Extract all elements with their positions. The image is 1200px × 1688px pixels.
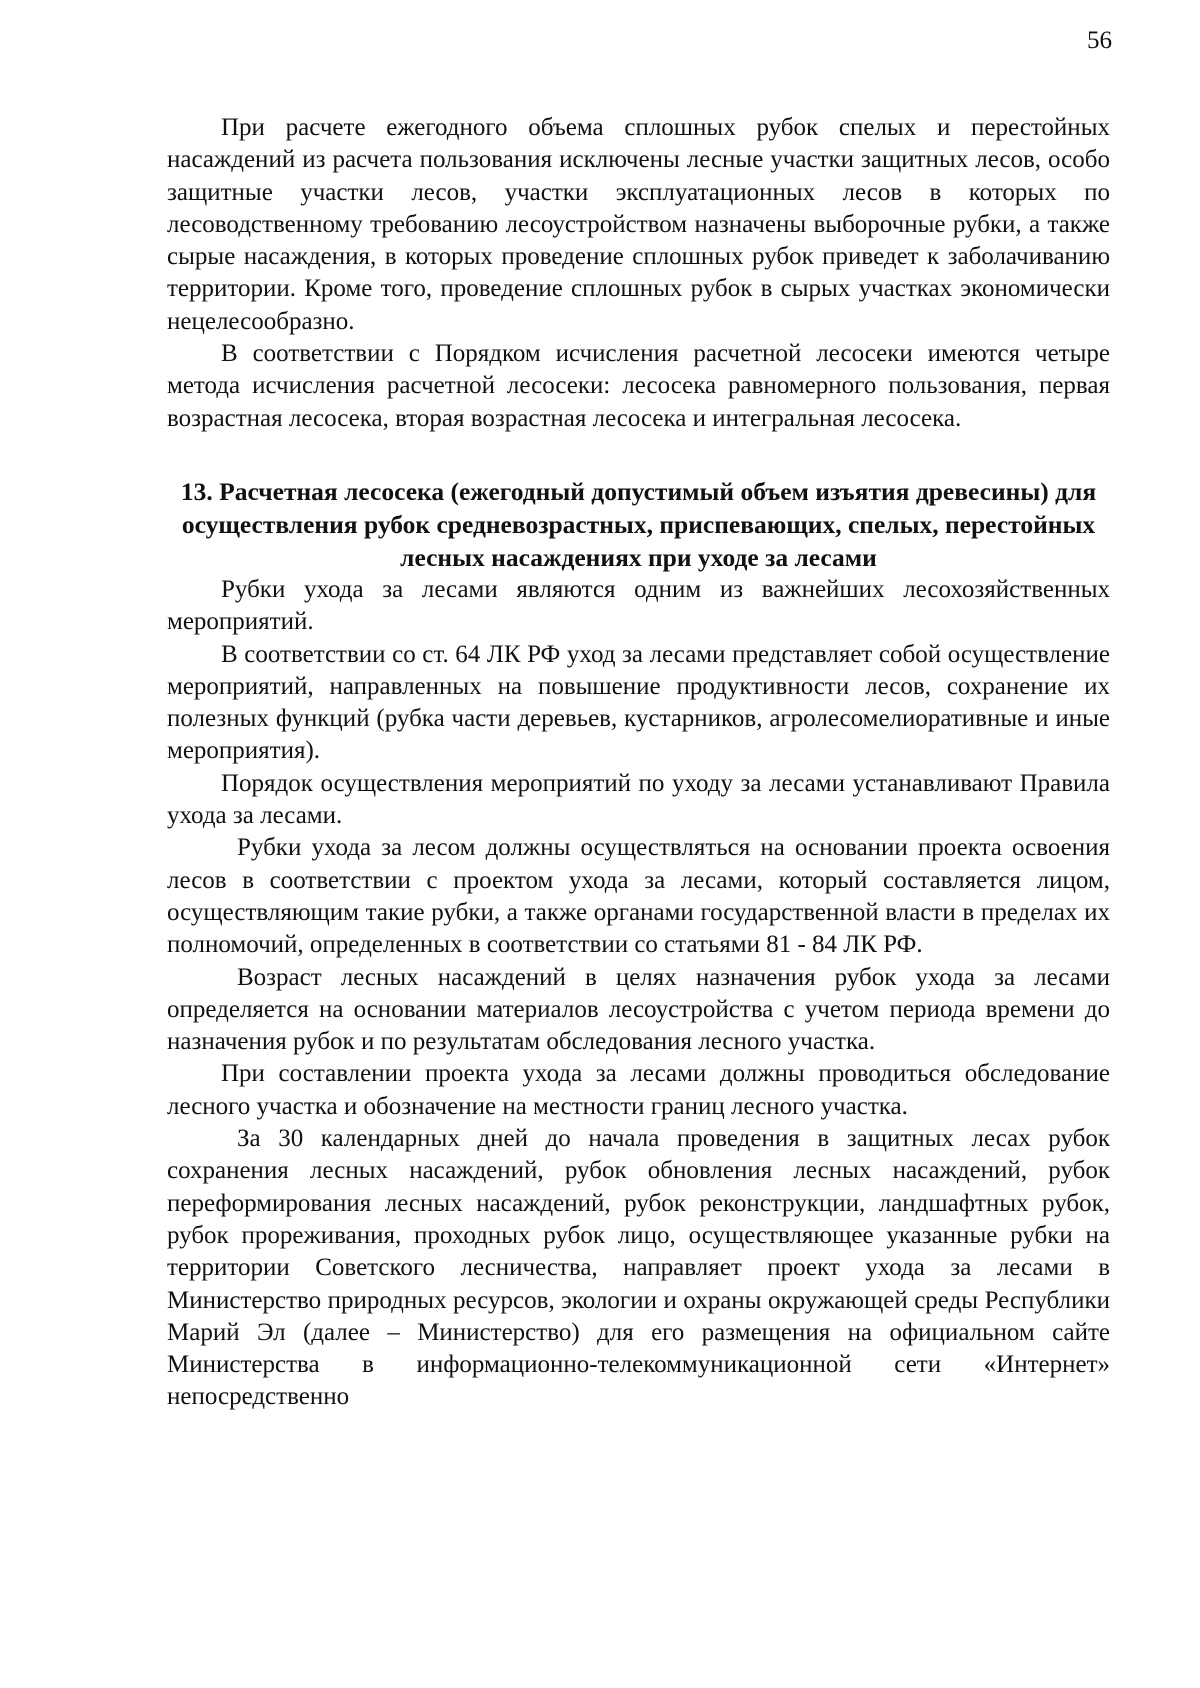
- paragraph-stand-age: Возраст лесных насаждений в целях назначения рубок ухода за лесами определяется на основании материалов лесоустройства с учетом периода времени до назначения рубок и по результатам обследования лесного участка.: [167, 963, 1110, 1056]
- section-heading: 13. Расчетная лесосека (ежегодный допустимый объем изъятия древесины) для осуществления рубок средневозрастных, приспевающих, спелых, перестойных лесных насаждениях при уходе за лесами: [180, 476, 1097, 572]
- paragraph-project-submission: За 30 календарных дней до начала проведения в защитных лесах рубок сохранения лесных насаждений, рубок обновления лесных насаждений, рубок переформирования лесных насаждений, рубок реконструкции, ландшафтных рубок, рубок прореживания, проходных рубок лицо, осуществляющее указанные рубки на территории Советского лесничества, направляет проект ухода за лесами в Министерство природных ресурсов, экологии и охраны окружающей среды Республики Марий Эл (далее – Министерство) для его размещения на официальном сайте Министерства в информационно-телекоммуникационной сети «Интернет» непосредственно: [167, 1125, 1110, 1411]
- paragraph-thinning-importance: Рубки ухода за лесами являются одним из важнейших лесохозяйственных мероприятий.: [167, 575, 1110, 636]
- page-number: 56: [1087, 27, 1112, 54]
- paragraph-forest-care-definition: В соответствии со ст. 64 ЛК РФ уход за лесами представляет собой осуществление мероприятий, направленных на повышение продуктивности лесов, сохранение их полезных функций (рубка части деревьев, кустарников, агролесомелиоративные и иные мероприятия).: [167, 640, 1110, 765]
- paragraph-thinning-basis: Рубки ухода за лесом должны осуществляться на основании проекта освоения лесов в соответствии с проектом ухода за лесами, который составляется лицом, осуществляющим такие рубки, а также органами государственной власти в пределах их полномочий, определенных в соответствии со статьями 81 - 84 ЛК РФ.: [167, 834, 1110, 959]
- paragraph-calculation-methods: В соответствии с Порядком исчисления расчетной лесосеки имеются четыре метода исчисления расчетной лесосеки: лесосека равномерного пользования, первая возрастная лесосека, вторая возрастная лесосека и интегральная лесосека.: [167, 340, 1110, 432]
- paragraph-site-survey: При составлении проекта ухода за лесами должны проводиться обследование лесного участка и обозначение на местности границ лесного участка.: [167, 1060, 1110, 1120]
- paragraph-clearcut-exclusions: При расчете ежегодного объема сплошных рубок спелых и перестойных насаждений из расчета пользования исключены лесные участки защитных лесов, особо защитные участки лесов, участки эксплуатационных лесов в которых по лесоводственному требованию лесоустройством назначены выборочные рубки, а также сырые насаждения, в которых проведение сплошных рубок приведет к заболачиванию территории. Кроме того, проведение сплошных рубок в сырых участках экономически нецелесообразно.: [167, 114, 1110, 335]
- document-body: [167, 112, 1110, 1414]
- paragraph-care-rules: Порядок осуществления мероприятий по уходу за лесами устанавливают Правила ухода за лесами.: [167, 769, 1110, 830]
